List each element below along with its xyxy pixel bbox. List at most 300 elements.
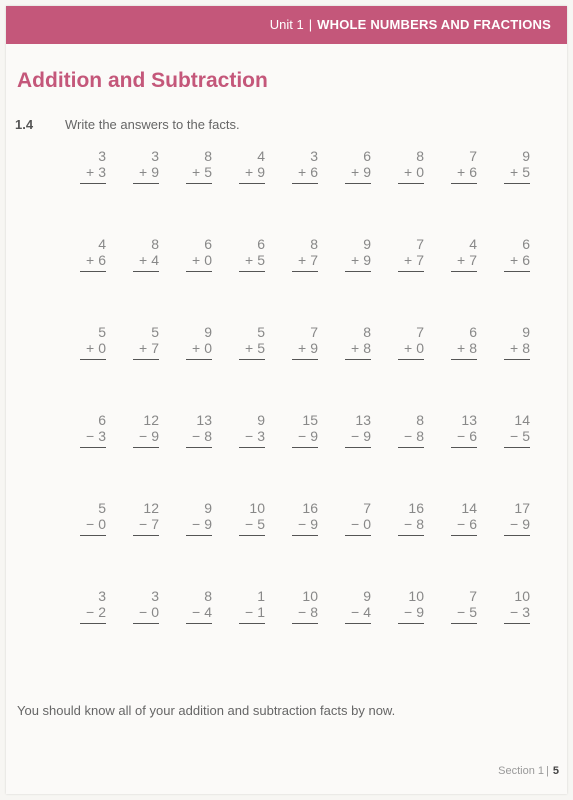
math-fact: [184, 324, 212, 360]
bottom-number: 3: [522, 604, 530, 620]
top-number: 9: [204, 500, 212, 516]
top-number: 3: [151, 148, 159, 164]
answer-rule: [292, 271, 318, 272]
bottom-line: [78, 428, 106, 444]
section-label: Section 1: [498, 765, 545, 777]
math-fact: [290, 324, 318, 360]
operator-sign: −: [245, 516, 254, 532]
answer-rule: [345, 183, 371, 184]
math-fact: [290, 500, 318, 536]
bottom-line: [184, 340, 212, 356]
bottom-number: 5: [257, 516, 265, 532]
bottom-line: [131, 252, 159, 268]
answer-rule: [186, 183, 212, 184]
operator-sign: +: [139, 340, 148, 356]
math-fact: [237, 236, 265, 272]
bottom-number: 6: [469, 164, 477, 180]
math-fact: [343, 588, 371, 624]
bottom-number: 5: [204, 164, 212, 180]
operator-sign: −: [298, 428, 307, 444]
operator-sign: +: [86, 340, 95, 356]
bottom-line: [343, 252, 371, 268]
bottom-line: [184, 604, 212, 620]
workbook-page: [6, 6, 567, 794]
bottom-line: [290, 516, 318, 532]
answer-rule: [80, 359, 106, 360]
bottom-number: 8: [363, 340, 371, 356]
answer-rule: [133, 447, 159, 448]
top-number: 13: [461, 412, 477, 428]
bottom-line: [237, 428, 265, 444]
operator-sign: +: [139, 252, 148, 268]
bottom-number: 7: [310, 252, 318, 268]
bottom-number: 3: [257, 428, 265, 444]
bottom-line: [343, 604, 371, 620]
math-fact: [131, 236, 159, 272]
answer-rule: [292, 535, 318, 536]
math-fact: [343, 500, 371, 536]
math-fact: [396, 500, 424, 536]
top-number: 3: [151, 588, 159, 604]
exercise-number: 1.4: [15, 117, 34, 132]
header-band: [6, 6, 567, 44]
operator-sign: −: [139, 428, 148, 444]
bottom-line: [396, 340, 424, 356]
top-number: 16: [408, 500, 424, 516]
math-fact: [78, 588, 106, 624]
answer-rule: [398, 359, 424, 360]
bottom-line: [184, 164, 212, 180]
operator-sign: +: [139, 164, 148, 180]
answer-rule: [292, 623, 318, 624]
answer-rule: [398, 623, 424, 624]
math-fact: [502, 412, 530, 448]
answer-rule: [504, 623, 530, 624]
operator-sign: +: [245, 252, 254, 268]
page-footer: [498, 765, 559, 777]
math-fact: [184, 500, 212, 536]
bottom-number: 0: [204, 340, 212, 356]
bottom-number: 5: [257, 252, 265, 268]
bottom-number: 7: [469, 252, 477, 268]
operator-sign: −: [192, 428, 201, 444]
math-fact: [78, 324, 106, 360]
exercise-instruction: Write the answers to the facts.: [65, 117, 240, 132]
bottom-number: 6: [469, 428, 477, 444]
top-number: 5: [98, 500, 106, 516]
math-fact: [184, 412, 212, 448]
bottom-number: 4: [204, 604, 212, 620]
answer-rule: [451, 623, 477, 624]
math-fact: [290, 412, 318, 448]
answer-rule: [133, 359, 159, 360]
operator-sign: +: [351, 164, 360, 180]
answer-rule: [398, 271, 424, 272]
top-number: 9: [522, 148, 530, 164]
top-number: 8: [310, 236, 318, 252]
operator-sign: +: [404, 340, 413, 356]
answer-rule: [292, 447, 318, 448]
answer-rule: [239, 535, 265, 536]
top-number: 9: [363, 236, 371, 252]
bottom-line: [449, 164, 477, 180]
math-fact: [449, 500, 477, 536]
top-number: 9: [363, 588, 371, 604]
bottom-number: 0: [151, 604, 159, 620]
math-fact: [131, 148, 159, 184]
math-fact: [290, 236, 318, 272]
bottom-number: 0: [204, 252, 212, 268]
bottom-number: 9: [363, 164, 371, 180]
top-number: 7: [363, 500, 371, 516]
math-fact: [184, 588, 212, 624]
bottom-number: 9: [204, 516, 212, 532]
top-number: 4: [469, 236, 477, 252]
top-number: 10: [249, 500, 265, 516]
operator-sign: −: [192, 604, 201, 620]
answer-rule: [345, 623, 371, 624]
top-number: 7: [310, 324, 318, 340]
answer-rule: [398, 183, 424, 184]
top-number: 3: [98, 148, 106, 164]
operator-sign: +: [510, 164, 519, 180]
footer-note: You should know all of your addition and subtraction facts by now.: [17, 703, 396, 718]
answer-rule: [186, 271, 212, 272]
bottom-number: 8: [204, 428, 212, 444]
bottom-line: [449, 604, 477, 620]
operator-sign: −: [245, 428, 254, 444]
answer-rule: [292, 359, 318, 360]
bottom-line: [396, 604, 424, 620]
top-number: 12: [143, 412, 159, 428]
top-number: 5: [98, 324, 106, 340]
math-fact: [343, 412, 371, 448]
bottom-number: 8: [522, 340, 530, 356]
math-fact: [449, 588, 477, 624]
operator-sign: +: [457, 340, 466, 356]
answer-rule: [504, 359, 530, 360]
bottom-line: [78, 604, 106, 620]
top-number: 7: [469, 148, 477, 164]
bottom-line: [237, 604, 265, 620]
top-number: 5: [257, 324, 265, 340]
bottom-number: 3: [98, 164, 106, 180]
answer-rule: [504, 183, 530, 184]
operator-sign: +: [192, 252, 201, 268]
answer-rule: [133, 183, 159, 184]
operator-sign: −: [457, 428, 466, 444]
header-separator: |: [308, 17, 313, 32]
operator-sign: −: [351, 428, 360, 444]
page-title: Addition and Subtraction: [17, 69, 268, 92]
operator-sign: +: [457, 252, 466, 268]
math-fact: [502, 500, 530, 536]
bottom-number: 9: [151, 164, 159, 180]
top-number: 9: [522, 324, 530, 340]
bottom-number: 4: [363, 604, 371, 620]
answer-rule: [504, 447, 530, 448]
top-number: 7: [416, 324, 424, 340]
math-fact: [449, 324, 477, 360]
top-number: 8: [204, 588, 212, 604]
bottom-line: [502, 340, 530, 356]
bottom-line: [396, 428, 424, 444]
answer-rule: [80, 447, 106, 448]
answer-rule: [186, 359, 212, 360]
bottom-line: [237, 340, 265, 356]
bottom-number: 0: [98, 516, 106, 532]
math-fact: [502, 148, 530, 184]
operator-sign: −: [86, 604, 95, 620]
answer-rule: [398, 447, 424, 448]
operator-sign: +: [298, 340, 307, 356]
bottom-number: 5: [257, 340, 265, 356]
bottom-line: [78, 164, 106, 180]
answer-rule: [451, 359, 477, 360]
top-number: 4: [98, 236, 106, 252]
operator-sign: +: [245, 164, 254, 180]
answer-rule: [239, 623, 265, 624]
bottom-line: [396, 516, 424, 532]
bottom-number: 6: [98, 252, 106, 268]
math-fact: [290, 148, 318, 184]
bottom-number: 8: [416, 516, 424, 532]
bottom-number: 9: [310, 428, 318, 444]
math-fact: [396, 412, 424, 448]
operator-sign: −: [510, 516, 519, 532]
math-fact: [449, 236, 477, 272]
answer-rule: [451, 535, 477, 536]
math-fact: [502, 236, 530, 272]
bottom-line: [184, 252, 212, 268]
operator-sign: +: [298, 252, 307, 268]
top-number: 7: [469, 588, 477, 604]
operator-sign: +: [404, 252, 413, 268]
answer-rule: [451, 271, 477, 272]
answer-rule: [239, 447, 265, 448]
header-text: [270, 17, 551, 32]
operator-sign: −: [192, 516, 201, 532]
bottom-number: 9: [257, 164, 265, 180]
math-fact: [290, 588, 318, 624]
bottom-number: 9: [151, 428, 159, 444]
math-fact: [396, 324, 424, 360]
bottom-line: [449, 516, 477, 532]
answer-rule: [133, 271, 159, 272]
bottom-line: [449, 428, 477, 444]
operator-sign: −: [139, 516, 148, 532]
bottom-line: [237, 164, 265, 180]
math-fact: [131, 324, 159, 360]
bottom-number: 7: [151, 516, 159, 532]
top-number: 12: [143, 500, 159, 516]
bottom-number: 0: [363, 516, 371, 532]
bottom-number: 8: [416, 428, 424, 444]
bottom-number: 7: [151, 340, 159, 356]
bottom-number: 8: [310, 604, 318, 620]
top-number: 7: [416, 236, 424, 252]
top-number: 6: [363, 148, 371, 164]
bottom-line: [290, 604, 318, 620]
bottom-line: [502, 164, 530, 180]
answer-rule: [186, 535, 212, 536]
top-number: 14: [461, 500, 477, 516]
bottom-line: [449, 340, 477, 356]
top-number: 1: [257, 588, 265, 604]
bottom-line: [131, 340, 159, 356]
bottom-number: 3: [98, 428, 106, 444]
bottom-line: [396, 252, 424, 268]
top-number: 10: [514, 588, 530, 604]
answer-rule: [133, 623, 159, 624]
math-fact: [343, 236, 371, 272]
operator-sign: −: [404, 428, 413, 444]
operator-sign: +: [351, 340, 360, 356]
unit-topic: WHOLE NUMBERS AND FRACTIONS: [317, 17, 551, 32]
bottom-number: 6: [522, 252, 530, 268]
math-fact: [237, 412, 265, 448]
answer-rule: [80, 271, 106, 272]
bottom-number: 5: [522, 164, 530, 180]
math-fact: [396, 236, 424, 272]
math-fact: [343, 148, 371, 184]
top-number: 13: [196, 412, 212, 428]
bottom-number: 9: [310, 516, 318, 532]
bottom-line: [343, 428, 371, 444]
operator-sign: +: [404, 164, 413, 180]
math-fact: [131, 412, 159, 448]
operator-sign: +: [192, 340, 201, 356]
answer-rule: [451, 183, 477, 184]
bottom-number: 5: [522, 428, 530, 444]
operator-sign: +: [510, 340, 519, 356]
bottom-number: 0: [416, 340, 424, 356]
answer-rule: [186, 447, 212, 448]
math-fact: [237, 148, 265, 184]
operator-sign: −: [86, 516, 95, 532]
answer-rule: [133, 535, 159, 536]
math-fact: [131, 500, 159, 536]
bottom-line: [290, 428, 318, 444]
bottom-line: [131, 428, 159, 444]
top-number: 8: [151, 236, 159, 252]
operator-sign: −: [245, 604, 254, 620]
bottom-line: [131, 164, 159, 180]
top-number: 8: [416, 148, 424, 164]
answer-rule: [398, 535, 424, 536]
bottom-number: 9: [522, 516, 530, 532]
unit-label: Unit 1: [269, 17, 304, 32]
top-number: 10: [302, 588, 318, 604]
answer-rule: [345, 271, 371, 272]
math-fact: [237, 588, 265, 624]
math-fact: [449, 148, 477, 184]
operator-sign: +: [192, 164, 201, 180]
operator-sign: −: [510, 428, 519, 444]
bottom-line: [237, 516, 265, 532]
operator-sign: −: [457, 604, 466, 620]
bottom-number: 1: [257, 604, 265, 620]
math-fact: [78, 500, 106, 536]
answer-rule: [504, 535, 530, 536]
bottom-line: [184, 516, 212, 532]
bottom-line: [290, 164, 318, 180]
bottom-line: [78, 516, 106, 532]
bottom-line: [502, 428, 530, 444]
operator-sign: −: [298, 604, 307, 620]
bottom-number: 2: [98, 604, 106, 620]
operator-sign: −: [139, 604, 148, 620]
bottom-number: 9: [363, 428, 371, 444]
top-number: 6: [257, 236, 265, 252]
operator-sign: −: [457, 516, 466, 532]
top-number: 8: [204, 148, 212, 164]
operator-sign: −: [351, 516, 360, 532]
bottom-number: 9: [416, 604, 424, 620]
answer-rule: [80, 623, 106, 624]
operator-sign: +: [86, 252, 95, 268]
operator-sign: −: [510, 604, 519, 620]
top-number: 8: [363, 324, 371, 340]
math-fact: [184, 148, 212, 184]
math-fact: [343, 324, 371, 360]
bottom-number: 9: [310, 340, 318, 356]
bottom-number: 9: [363, 252, 371, 268]
math-fact: [502, 588, 530, 624]
bottom-line: [290, 340, 318, 356]
bottom-number: 0: [416, 164, 424, 180]
answer-rule: [80, 183, 106, 184]
bottom-line: [237, 252, 265, 268]
bottom-line: [343, 164, 371, 180]
bottom-number: 6: [310, 164, 318, 180]
operator-sign: −: [404, 604, 413, 620]
operator-sign: −: [351, 604, 360, 620]
top-number: 13: [355, 412, 371, 428]
operator-sign: +: [510, 252, 519, 268]
math-fact: [396, 588, 424, 624]
footer-separator: |: [546, 765, 549, 777]
top-number: 6: [98, 412, 106, 428]
bottom-line: [502, 252, 530, 268]
bottom-number: 0: [98, 340, 106, 356]
bottom-line: [78, 252, 106, 268]
top-number: 15: [302, 412, 318, 428]
top-number: 6: [469, 324, 477, 340]
math-fact: [131, 588, 159, 624]
bottom-line: [396, 164, 424, 180]
operator-sign: +: [351, 252, 360, 268]
top-number: 5: [151, 324, 159, 340]
answer-rule: [80, 535, 106, 536]
bottom-line: [343, 340, 371, 356]
answer-rule: [239, 271, 265, 272]
bottom-line: [184, 428, 212, 444]
operator-sign: −: [298, 516, 307, 532]
math-fact: [78, 412, 106, 448]
top-number: 9: [257, 412, 265, 428]
top-number: 14: [514, 412, 530, 428]
math-fact: [78, 236, 106, 272]
math-fact: [396, 148, 424, 184]
top-number: 4: [257, 148, 265, 164]
answer-rule: [345, 359, 371, 360]
answer-rule: [451, 447, 477, 448]
bottom-number: 5: [469, 604, 477, 620]
answer-rule: [345, 535, 371, 536]
bottom-line: [78, 340, 106, 356]
answer-rule: [292, 183, 318, 184]
